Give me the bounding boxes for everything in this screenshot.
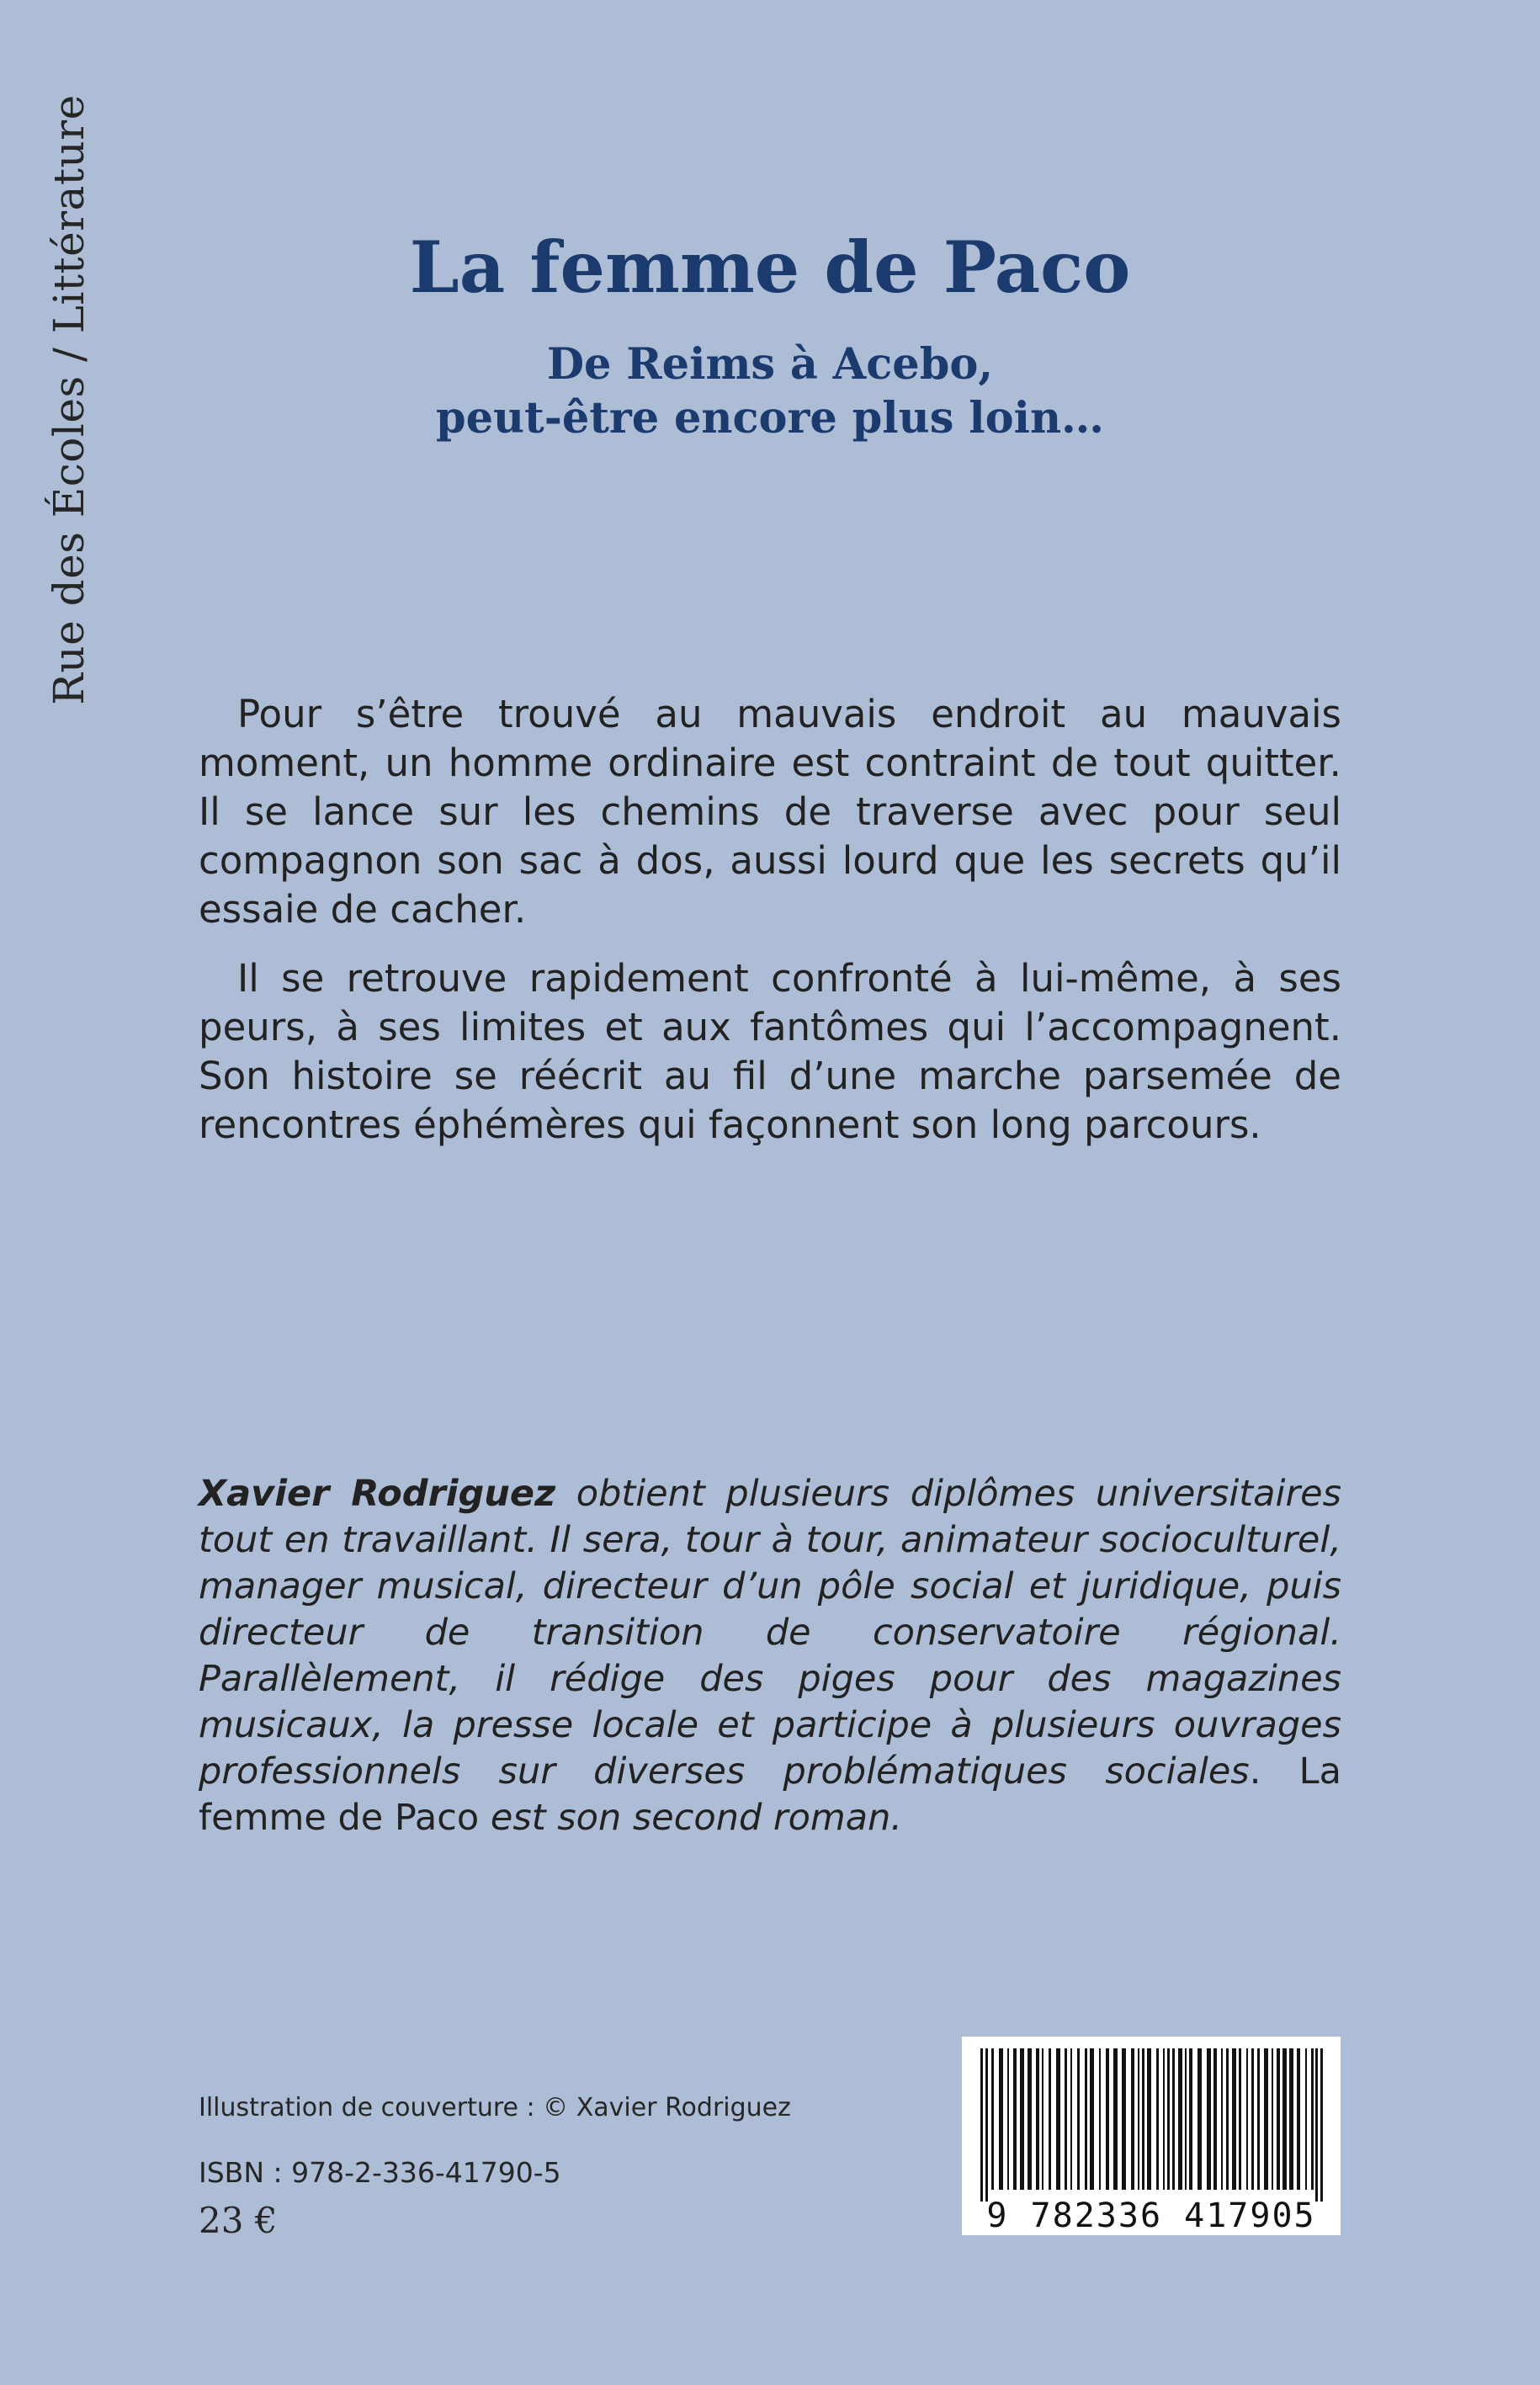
subtitle-line-1: De Reims à Acebo, <box>546 339 994 390</box>
barcode-bar <box>1197 2048 1202 2190</box>
barcode-bar <box>1297 2048 1300 2190</box>
barcode-bar <box>1167 2048 1170 2190</box>
price: 23 € <box>199 2200 278 2241</box>
book-subtitle <box>0 337 1540 445</box>
barcode-bar <box>1282 2048 1287 2190</box>
barcode-bar <box>1056 2048 1060 2190</box>
barcode-bar <box>999 2048 1003 2190</box>
barcode-bar <box>1077 2048 1080 2190</box>
barcode-bar <box>991 2048 994 2190</box>
barcode-bar <box>1178 2048 1182 2190</box>
book-summary <box>199 690 1341 1170</box>
illustration-credit: Illustration de couverture : © Xavier Rodriguez <box>199 2093 791 2122</box>
author-name: Xavier Rodriguez <box>199 1473 556 1515</box>
barcode-bar <box>1138 2048 1139 2190</box>
author-bio-text: obtient plusieurs diplômes universitaires tout en travaillant. Il sera, tour à tour, animateur socioculturel, manager musical, directeur d’un pôle social et juridique, puis directeur de transition de conservatoire régional. Parallèlement, il rédige des piges pour des magazines musicaux, la presse locale et participe à plusieurs ouvrages professionnels sur diverses problématiques sociales <box>199 1473 1341 1793</box>
barcode-bar <box>1264 2048 1268 2190</box>
barcode-bar <box>1085 2048 1087 2190</box>
barcode-bar <box>1311 2048 1314 2190</box>
collection-spine-label: Rue des Écoles / Littérature <box>45 94 93 705</box>
barcode-bars <box>980 2048 1323 2202</box>
book-title: La femme de Paco <box>409 226 1131 309</box>
barcode-bar <box>1065 2048 1067 2190</box>
barcode-bar <box>1239 2048 1241 2190</box>
barcode-bar <box>1106 2048 1109 2190</box>
barcode-bar <box>1020 2048 1024 2190</box>
summary-paragraph-2: Il se retrouve rapidement confronté à lui-même, à ses peurs, à ses limites et aux fantômes qui l’accompagnent. Son histoire se réécrit au fil d’une marche parsemée de rencontres éphémères qui façonnent son long parcours. <box>199 956 1341 1147</box>
barcode-bar <box>1207 2048 1211 2190</box>
barcode-bar <box>1049 2048 1051 2190</box>
subtitle-line-2: peut-être encore plus loin… <box>435 393 1105 444</box>
barcode-bar <box>980 2048 983 2202</box>
barcode-bar <box>1172 2048 1175 2190</box>
author-bio-period: . <box>890 1797 903 1839</box>
barcode-bar <box>1305 2048 1307 2190</box>
barcode-bar <box>1221 2048 1223 2190</box>
barcode-bar <box>1013 2048 1017 2190</box>
barcode-bar <box>1163 2048 1165 2190</box>
barcode-bar <box>1131 2048 1134 2190</box>
barcode-bar <box>1277 2048 1280 2190</box>
barcode-bar <box>1289 2048 1293 2190</box>
barcode-bar <box>1189 2048 1192 2190</box>
barcode-bar <box>1272 2048 1273 2190</box>
barcode-bar <box>1320 2048 1323 2202</box>
barcode-bar <box>1185 2048 1187 2190</box>
barcode-bar <box>1147 2048 1151 2190</box>
barcode-bar <box>1232 2048 1236 2190</box>
barcode-bar <box>1251 2048 1254 2190</box>
barcode-bar <box>1070 2048 1072 2190</box>
barcode-graphic <box>962 2037 1341 2235</box>
barcode-digits: 9 782336 417905 <box>986 2196 1316 2235</box>
barcode-bar <box>1156 2048 1159 2190</box>
author-bio-title-mention: . La femme de Paco <box>199 1750 1341 1839</box>
barcode-bar <box>1246 2048 1248 2190</box>
barcode-bar <box>1122 2048 1126 2190</box>
barcode-bar <box>1007 2048 1009 2190</box>
author-biography <box>199 1471 1341 1841</box>
barcode-bar <box>1042 2048 1043 2190</box>
barcode-bar <box>1113 2048 1118 2190</box>
barcode <box>962 2037 1341 2235</box>
barcode-bar <box>1213 2048 1217 2190</box>
barcode-bar <box>1090 2048 1094 2190</box>
barcode-bar <box>1257 2048 1260 2190</box>
barcode-bar <box>1315 2048 1318 2202</box>
barcode-bar <box>985 2048 988 2202</box>
barcode-bar <box>1142 2048 1144 2190</box>
author-bio-closing: est son second roman <box>490 1797 891 1839</box>
summary-paragraph-1: Pour s’être trouvé au mauvais endroit au mauvais moment, un homme ordinaire est contraint de tout quitter. Il se lance sur les chemins de traverse avec pour seul compagnon son sac à dos, aussi lourd que les secrets qu’il essaie de cacher. <box>199 692 1341 932</box>
barcode-bar <box>1028 2048 1032 2190</box>
barcode-bar <box>1036 2048 1039 2190</box>
isbn: ISBN : 978-2-336-41790-5 <box>199 2156 561 2189</box>
barcode-bar <box>1099 2048 1101 2190</box>
barcode-bar <box>1226 2048 1229 2190</box>
